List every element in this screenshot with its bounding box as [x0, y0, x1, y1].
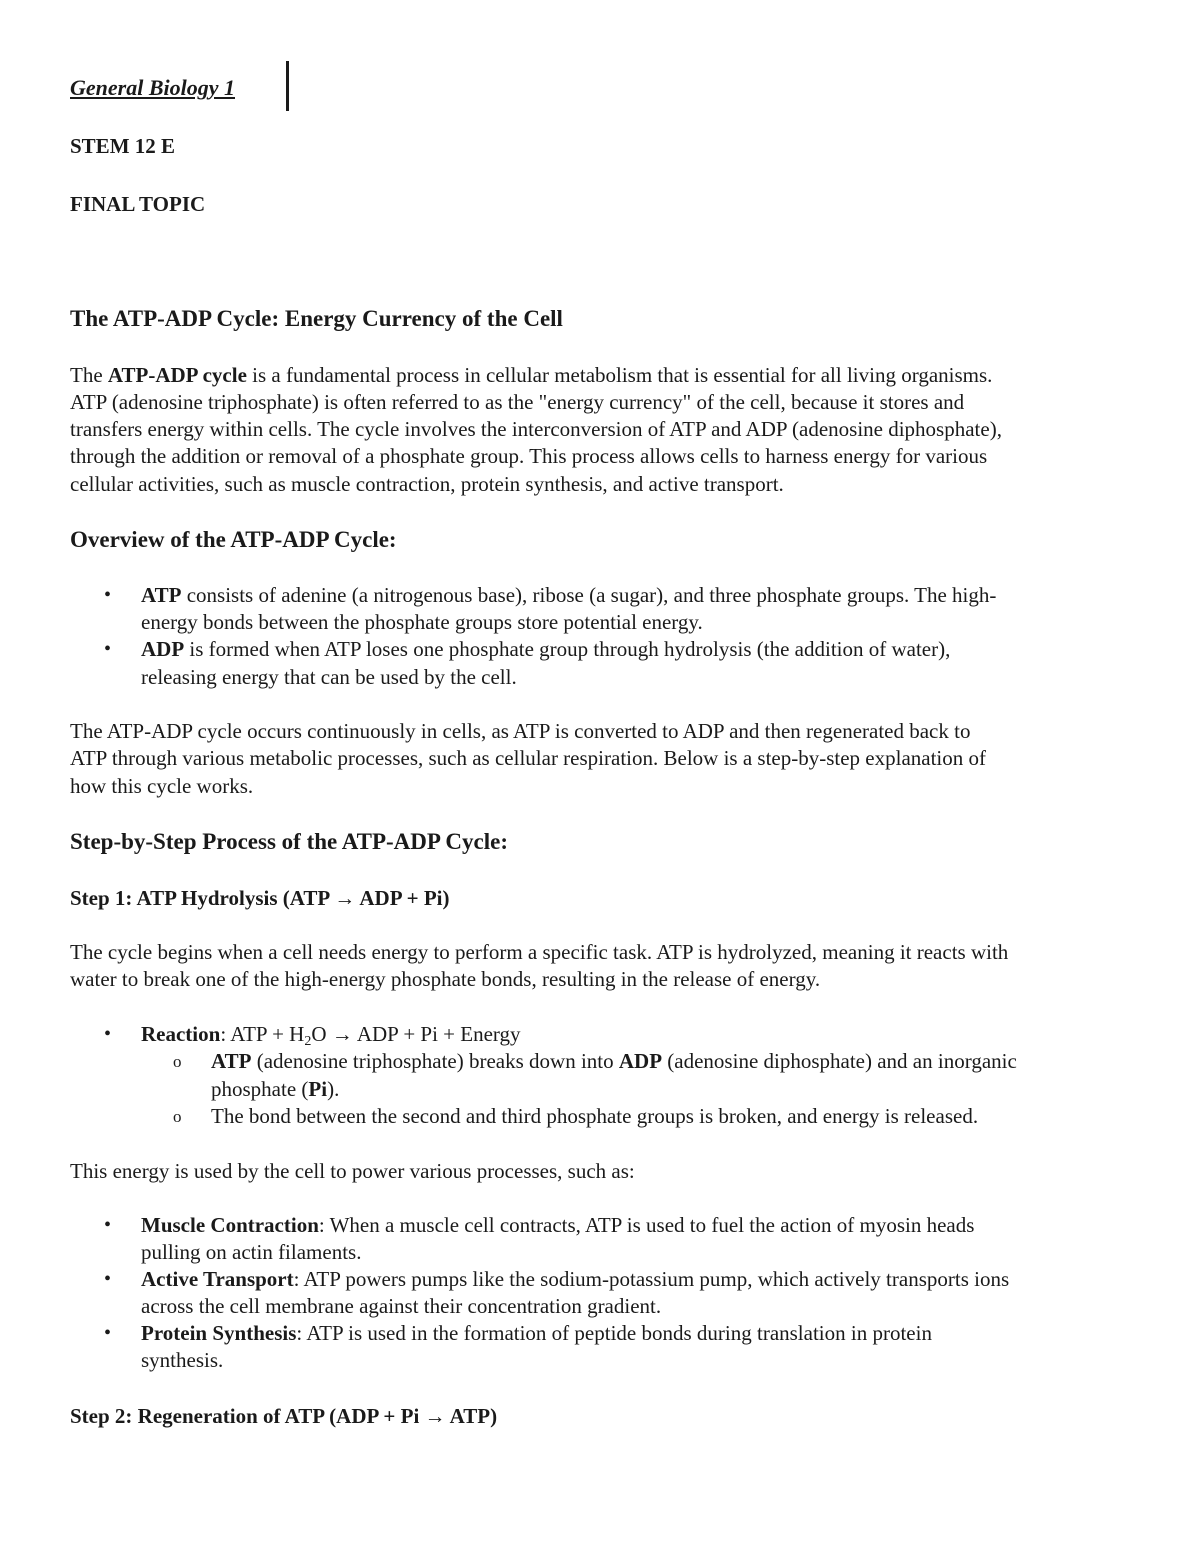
section-label: STEM 12 E	[70, 134, 176, 158]
step2-heading: Step 2: Regeneration of ATP (ADP + Pi → ATP)	[70, 1404, 498, 1428]
overview-heading: Overview of the ATP-ADP Cycle:	[70, 527, 397, 552]
list-item	[141, 1320, 932, 1346]
course-title: General Biology 1	[70, 75, 235, 100]
text-run: phosphate (	[211, 1077, 309, 1101]
text-run: consists of adenine (a nitrogenous base), ribose (a sugar), and three phosphate groups. The high-	[181, 583, 997, 607]
text-run: is a fundamental process in cellular metabolism that is essential for all living organisms.	[246, 363, 993, 387]
text-run: O → ADP + Pi + Energy	[311, 1022, 521, 1046]
sub-list-item-continuation	[211, 1076, 339, 1102]
reaction-equation	[141, 1021, 521, 1047]
subscript: 2	[304, 1034, 312, 1049]
text-run: : When a muscle cell contracts, ATP is used to fuel the action of myosin heads	[318, 1213, 975, 1237]
intro-line: through the addition or removal of a phosphate group. This process allows cells to harness energy for various	[70, 444, 988, 468]
text-run: The	[70, 363, 108, 387]
paragraph-line: how this cycle works.	[70, 774, 254, 798]
intro-line: ATP (adenosine triphosphate) is often referred to as the "energy currency" of the cell, because it stores and	[70, 390, 965, 414]
intro-line: transfers energy within cells. The cycle involves the interconversion of ATP and ADP (adenosine diphosphate),	[70, 417, 1002, 441]
list-item-continuation: synthesis.	[141, 1348, 224, 1372]
text-run: is formed when ATP loses one phosphate group through hydrolysis (the addition of water),	[184, 637, 951, 661]
list-item	[141, 1266, 1009, 1292]
uses-intro: This energy is used by the cell to power various processes, such as:	[70, 1159, 635, 1183]
sub-list-item: The bond between the second and third phosphate groups is broken, and energy is released.	[211, 1104, 979, 1128]
paragraph-line: water to break one of the high-energy phosphate bonds, resulting in the release of energy.	[70, 967, 821, 991]
sub-list-item	[211, 1048, 1017, 1074]
sub-bullet-marker: o	[173, 1052, 182, 1071]
list-item	[141, 582, 996, 608]
list-item-continuation: pulling on actin filaments.	[141, 1240, 362, 1264]
text-run: ).	[327, 1077, 340, 1101]
bold-term: ATP-ADP cycle	[107, 363, 247, 387]
list-item-continuation: across the cell membrane against their concentration gradient.	[141, 1294, 662, 1318]
paragraph-line: ATP through various metabolic processes, such as cellular respiration. Below is a step-by-step explanation of	[70, 746, 986, 770]
bold-term: Muscle Contraction	[141, 1213, 319, 1237]
step1-heading: Step 1: ATP Hydrolysis (ATP → ADP + Pi)	[70, 886, 450, 910]
list-item	[141, 636, 950, 662]
bold-term: ADP	[618, 1049, 663, 1073]
sub-bullet-marker: o	[173, 1107, 182, 1126]
text-run: : ATP is used in the formation of peptide bonds during translation in protein	[296, 1321, 932, 1345]
bold-term: Protein Synthesis	[141, 1321, 297, 1345]
bullet-marker: •	[104, 1023, 112, 1045]
list-item	[141, 1212, 974, 1238]
text-run: (adenosine triphosphate) breaks down into	[251, 1049, 619, 1073]
text-run: : ATP + H	[220, 1022, 305, 1046]
bold-term: ADP	[141, 637, 185, 661]
bullet-marker: •	[104, 1268, 112, 1290]
document-title: The ATP-ADP Cycle: Energy Currency of the Cell	[70, 306, 563, 331]
bold-term: Pi	[308, 1077, 328, 1101]
bullet-marker: •	[104, 584, 112, 606]
text-run: : ATP powers pumps like the sodium-potassium pump, which actively transports ions	[293, 1267, 1010, 1291]
list-item-continuation: releasing energy that can be used by the cell.	[141, 665, 517, 689]
bullet-marker: •	[104, 638, 112, 660]
bold-term: Reaction	[141, 1022, 221, 1046]
bullet-marker: •	[104, 1214, 112, 1236]
bold-term: ATP	[141, 583, 182, 607]
paragraph-line: The ATP-ADP cycle occurs continuously in cells, as ATP is converted to ADP and then regenerated back to	[70, 719, 971, 743]
bold-term: Active Transport	[141, 1267, 294, 1291]
intro-line: cellular activities, such as muscle contraction, protein synthesis, and active transport.	[70, 472, 784, 496]
paragraph-line: The cycle begins when a cell needs energy to perform a specific task. ATP is hydrolyzed, meaning it reacts with	[70, 940, 1009, 964]
topic-label: FINAL TOPIC	[70, 192, 206, 216]
text-cursor	[286, 61, 289, 111]
process-heading: Step-by-Step Process of the ATP-ADP Cycle:	[70, 829, 508, 854]
bold-term: ATP	[211, 1049, 252, 1073]
text-run: (adenosine diphosphate) and an inorganic	[662, 1049, 1017, 1073]
bullet-marker: •	[104, 1322, 112, 1344]
list-item-continuation: energy bonds between the phosphate groups store potential energy.	[141, 610, 703, 634]
intro-line	[70, 362, 992, 388]
